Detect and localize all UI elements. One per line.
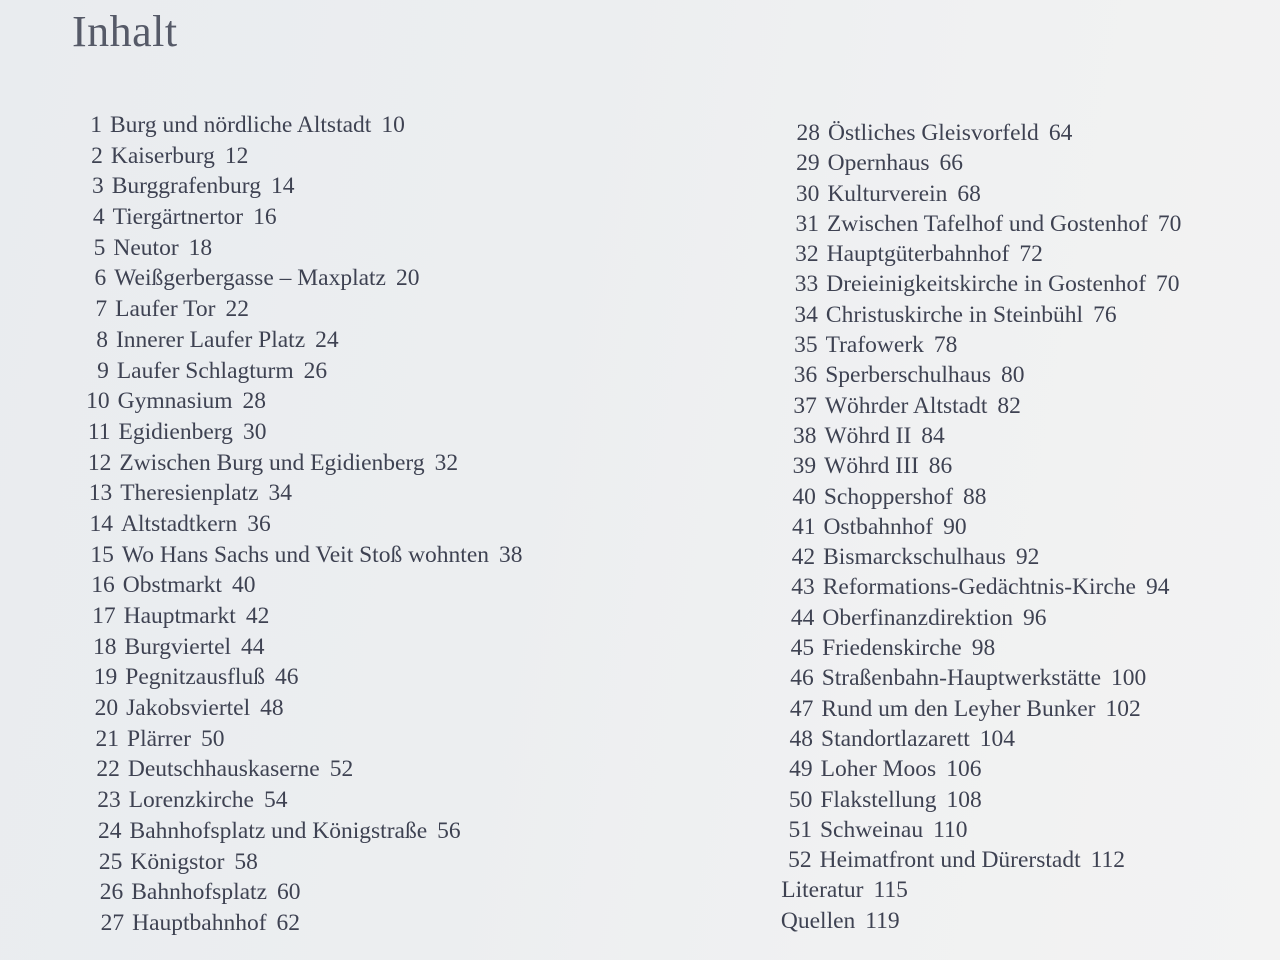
toc-entry-label: Gymnasium [117,388,233,415]
toc-entry-page-number: 70 [1156,271,1180,298]
toc-entry [93,877,640,908]
toc-entry-number: 35 [794,332,818,359]
toc-entry-number: 45 [790,635,815,662]
toc-entry-label: Kulturverein [827,180,948,207]
toc-entry-page-number: 84 [921,422,945,449]
toc-entry-number: 30 [795,180,820,207]
toc-entry-number: 40 [792,483,816,510]
toc-entry [783,694,1260,724]
toc-entry-page-number: 54 [263,787,288,814]
toc-entry-label: Hauptbahnhof [132,909,267,936]
toc-entry [76,263,640,294]
toc-entry-page-number: 58 [234,848,258,875]
toc-entry-number: 38 [793,422,817,449]
toc-entry-label: Reformations-Gedächtnis-Kirche [822,574,1136,601]
toc-entry-page-number: 30 [242,418,267,445]
toc-entry-number: 32 [795,241,819,268]
toc-entry [89,724,640,755]
toc-entry-label: Bahnhofsplatz und Königstraße [129,817,428,844]
toc-entry-number: 44 [790,604,815,631]
toc-entry-page-number: 60 [277,879,301,906]
toc-entry-number: 50 [788,786,813,813]
toc-entry-number: 33 [794,271,819,298]
toc-entry-label: Zwischen Tafelhof und Gostenhof [826,210,1148,237]
toc-entry-number: 48 [789,725,813,752]
toc-entry-label: Deutschhauskaserne [127,756,320,783]
toc-column-right [780,118,1260,936]
toc-entry [86,601,640,632]
toc-entry-page-number: 44 [241,633,265,660]
toc-entry-label: Bahnhofsplatz [131,879,267,906]
toc-entry-label: Flakstellung [820,786,937,813]
toc-entry-label: Schoppershof [823,483,954,510]
toc-entry-number: 11 [87,418,111,445]
toc-entry-label: Heimatfront und Dürerstadt [819,847,1081,874]
toc-entry-label: Zwischen Burg und Egidienberg [119,449,425,476]
toc-entry-page-number: 14 [270,173,295,200]
toc-entry [785,542,1260,572]
toc-entry-page-number: 90 [943,513,967,540]
toc-entry-page-number: 46 [274,664,299,691]
toc-entry-number: 1 [90,112,102,138]
toc-entry-page-number: 62 [276,909,301,936]
toc-entry-page-number: 70 [1157,210,1182,237]
toc-entry-number: 14 [89,510,114,537]
toc-entry-page-number: 68 [957,180,981,207]
toc-entry-number: 31 [795,210,819,237]
toc-entry-label: Ostbahnhof [823,513,934,540]
toc-entry-page-number: 34 [268,480,293,507]
toc-entry [789,239,1260,269]
toc-entry [74,171,640,202]
toc-entry-number: 13 [88,480,113,507]
toc-entry [782,785,1260,815]
toc-entry [77,294,640,325]
toc-entry-page-number: 12 [224,142,249,169]
toc-entry-page-number: 38 [499,541,523,568]
toc-entry-number: 51 [788,816,812,843]
toc-entry [86,632,640,663]
toc-entry-number: 5 [93,234,106,261]
toc-entry-page-number: 28 [242,388,267,415]
toc-entry-label: Oberfinanzdirektion [822,604,1013,631]
page-title: Inhalt [72,7,178,56]
toc-entry-page-number: 110 [933,816,968,843]
toc-entry-number: 8 [96,326,108,353]
toc-entry [787,391,1260,421]
toc-entry-page-number: 24 [315,326,339,353]
toc-entry-page-number: 88 [963,483,987,510]
toc-entry-label: Pegnitzausfluß [125,664,265,691]
toc-entry [79,356,640,387]
toc-entry-label: Theresienplatz [120,480,259,507]
toc-entry-number: 37 [793,392,817,419]
toc-entry [785,572,1260,602]
toc-entry-number: 2 [91,142,103,169]
toc-entry-label: Tiergärtnertor [112,204,244,231]
toc-entry [81,417,641,448]
toc-entry [788,300,1260,330]
toc-entry-page-number: 72 [1019,241,1043,268]
toc-entry [790,148,1260,178]
toc-entry-label: Wöhrd II [824,422,912,449]
toc-entry-label: Jakobsviertel [126,695,251,722]
toc-entry-page-number: 106 [946,756,982,783]
toc-entry-page-number: 42 [245,603,270,629]
toc-entry [783,754,1260,784]
toc-entry [782,815,1260,845]
toc-entry-number: 7 [95,296,108,323]
toc-entry-page-number: 22 [225,296,249,323]
toc-entry-page-number: 50 [200,725,225,752]
toc-entry-number: 49 [789,756,813,783]
toc-entry-label: Friedenskirche [822,635,962,662]
toc-entry-label: Burg und nördliche Altstadt [110,112,372,138]
toc-entry-page-number: 104 [979,725,1016,752]
toc-entry-number: 28 [796,120,820,146]
toc-entry-number: 34 [794,301,818,328]
toc-entry-label: Laufer Tor [115,296,216,323]
toc-entry-label: Neutor [113,234,179,261]
toc-entry [75,233,640,264]
toc-entry [788,330,1260,360]
toc-entry-number: 4 [92,204,105,231]
toc-entry-number: 12 [87,449,112,476]
toc-entry-number: 23 [97,787,121,814]
toc-entry-number: 16 [91,572,115,599]
toc-entry [78,325,640,356]
toc-entry-page-number: 32 [434,449,459,476]
toc-entry [94,908,640,939]
toc-entry [787,421,1261,451]
toc-entry-number: 52 [788,847,812,874]
toc-entry [83,509,640,540]
toc-entry-page-number: 82 [997,392,1021,419]
toc-entry-label: Plärrer [127,725,191,752]
toc-entry-page-number: 26 [303,357,328,384]
toc-entry-label: Lorenzkirche [128,787,254,814]
toc-entry [92,847,640,878]
toc-entry-label: Weißgerbergasse – Maxplatz [114,265,386,292]
toc-entry-number: 42 [791,544,816,571]
toc-entry [92,816,640,847]
toc-entry-label: Christuskirche in Steinbühl [825,301,1084,328]
toc-entry-label: Königstor [130,848,225,875]
toc-entry-number: 20 [94,695,119,722]
toc-entry [84,540,640,571]
toc-entry-label: Obstmarkt [122,572,222,599]
toc-entry-page-number: 66 [939,150,963,177]
toc-entry-label: Burgviertel [124,633,232,660]
toc-entry-label: Wöhrder Altstadt [824,392,988,419]
toc-entry-page-number: 36 [247,510,271,537]
toc-entry-number: 25 [98,848,123,875]
toc-entry-page-number: 16 [253,204,277,231]
toc-entry-label: Standortlazarett [821,725,970,752]
toc-entry-number: 15 [90,541,114,568]
toc-entry-page-number: 10 [381,112,405,138]
toc-entry-label: Burggrafenburg [111,173,261,200]
toc-entry-number: 24 [98,817,122,844]
toc-entry [785,512,1260,542]
toc-entry-page-number: 20 [396,265,420,292]
toc-entry-page-number: 119 [865,907,900,934]
toc-entry [87,662,640,693]
toc-entry-number: 26 [99,879,124,906]
toc-entry-label: Altstadtkern [121,510,238,537]
toc-entry-label: Kaiserburg [110,142,215,169]
toc-entry-page-number: 78 [933,332,958,359]
toc-entry [789,179,1260,209]
toc-entry-label: Östliches Gleisvorfeld [828,120,1039,146]
toc-entry-label: Literatur [781,877,864,904]
toc-entry-label: Trafowerk [825,332,924,359]
toc-entry-label: Straßenbahn-Hauptwerkstätte [821,665,1101,692]
toc-entry [82,478,640,509]
toc-entry [788,269,1260,299]
toc-entry-page-number: 80 [1000,362,1025,389]
toc-entry-page-number: 96 [1022,604,1047,631]
toc-entry-number: 17 [92,603,116,629]
toc-entry [790,118,1260,148]
toc-entry [782,845,1260,875]
toc-entry [73,141,640,172]
toc-entry-label: Quellen [780,907,856,934]
toc-entry-label: Sperberschulhaus [825,362,991,389]
toc-column-left [80,110,640,939]
toc-entry-number: 22 [96,756,120,783]
toc-entry-number: 18 [92,633,117,660]
toc-entry-page-number: 94 [1145,574,1170,601]
toc-entry [784,633,1260,663]
toc-entry-page-number: 56 [437,817,461,844]
toc-entry-number: 41 [791,513,816,540]
toc-entry-number: 6 [94,265,107,292]
toc-entry [90,754,640,785]
toc-entry-page-number: 112 [1090,847,1126,874]
toc-entry-label: Wo Hans Sachs und Veit Stoß wohnten [121,541,490,568]
toc-entry-label: Rund um den Leyher Bunker [821,695,1096,722]
toc-entry-page-number: 98 [971,635,996,662]
toc-entry [91,785,640,816]
toc-entry-number: 43 [791,574,815,601]
toc-entry [787,360,1260,390]
toc-entry-number: 29 [796,150,820,177]
toc-entry-label: Laufer Schlagturm [116,357,294,384]
toc-entry-number: 36 [793,362,818,389]
toc-entry-number: 19 [93,664,118,691]
toc-entry-page-number: 86 [928,453,953,480]
toc-entry-number: 27 [100,909,125,936]
toc-entry [784,663,1260,693]
toc-entry-number: 10 [86,388,110,415]
toc-entry-page-number: 76 [1093,301,1117,328]
toc-entry [781,875,1260,905]
toc-entry [783,724,1260,754]
toc-entry-page-number: 52 [329,756,354,783]
toc-entry-label: Opernhaus [827,150,930,177]
toc-entry-page-number: 102 [1105,695,1141,722]
toc-entry-label: Schweinau [819,816,924,843]
toc-entry [88,693,640,724]
toc-entry [784,603,1260,633]
toc-entry-page-number: 48 [260,695,284,722]
toc-entry [75,202,640,233]
toc-entry [81,448,640,479]
toc-entry-number: 9 [97,357,109,384]
toc-entry-label: Hauptmarkt [123,603,236,629]
toc-entry [786,451,1260,481]
toc-entry-page-number: 108 [946,786,982,813]
toc-entry-label: Innerer Laufer Platz [115,326,306,353]
toc-entry [72,110,640,141]
toc-entry-number: 21 [95,725,119,752]
toc-entry-number: 39 [792,453,817,480]
toc-entry [789,209,1260,239]
toc-entry-label: Egidienberg [118,418,233,445]
toc-entry-page-number: 100 [1111,665,1147,692]
toc-entry-page-number: 115 [873,877,908,904]
toc-entry-page-number: 92 [1015,544,1040,571]
toc-entry [80,386,640,417]
toc-entry [85,570,640,601]
toc-entry-number: 47 [789,695,814,722]
toc-entry-label: Loher Moos [820,756,937,783]
toc-entry-page-number: 40 [231,572,256,599]
toc-entry-label: Hauptgüterbahnhof [826,241,1010,268]
toc-entry-page-number: 64 [1048,120,1073,146]
toc-entry-number: 46 [790,665,814,692]
toc-entry-label: Wöhrd III [824,453,919,480]
toc-entry-page-number: 18 [188,234,213,261]
toc-entry-label: Dreieinigkeitskirche in Gostenhof [826,271,1147,298]
toc-entry-number: 3 [91,173,104,200]
toc-entry [781,906,1260,936]
toc-entry-label: Bismarckschulhaus [823,544,1006,571]
toc-entry [786,482,1260,512]
